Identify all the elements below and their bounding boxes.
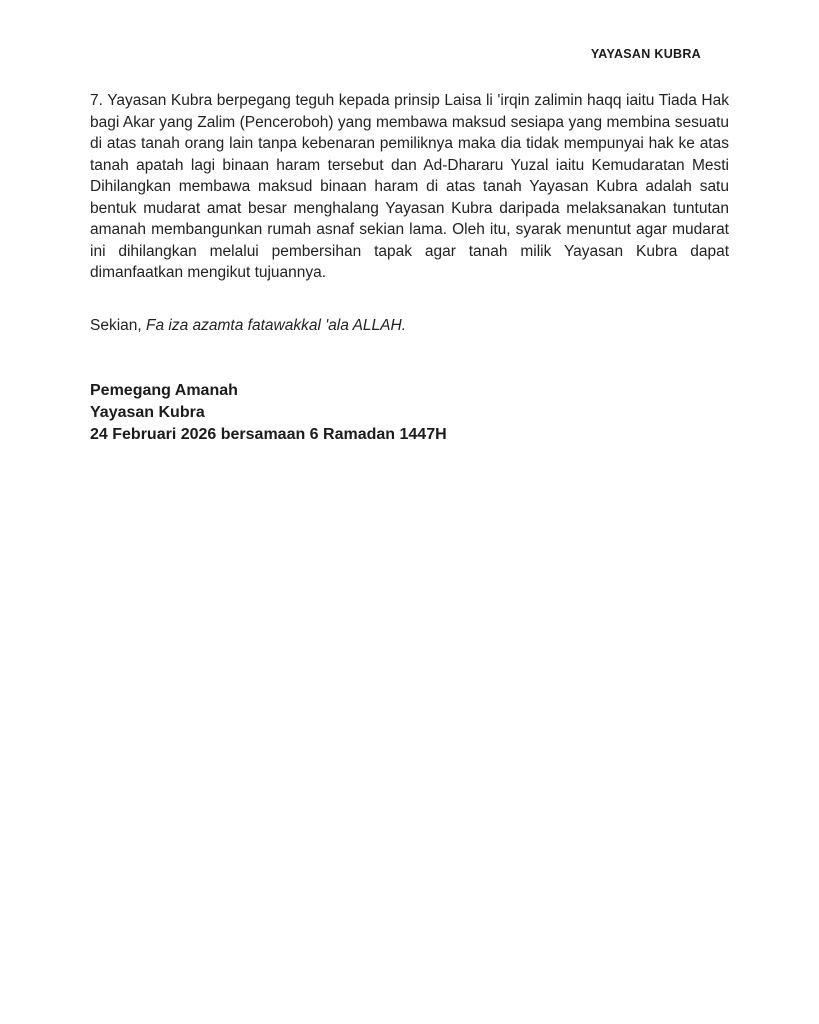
paragraph-item-7: 7. Yayasan Kubra berpegang teguh kepada prinsip Laisa li 'irqin zalimin haqq iaitu Tiada Hak bagi Akar yang Zalim (Penceroboh) yang membawa maksud sesiapa yang membina sesuatu di atas tanah orang lain tanpa kebenaran pemiliknya maka dia tidak mempunyai hak ke atas tanah apatah lagi binaan haram tersebut dan Ad-Dhararu Yuzal iaitu Kemudaratan Mesti Dihilangkan membawa maksud binaan haram di atas tanah Yayasan Kubra adalah satu bentuk mudarat amat besar menghalang Yayasan Kubra daripada melaksanakan tuntutan amanah membangunkan rumah asnaf sekian lama. Oleh itu, syarak menuntut agar mudarat ini dihilangkan melalui pembersihan tapak agar tanah milik Yayasan Kubra dapat dimanfaatkan mengikut tujuannya. — [90, 92, 729, 281]
signature-role: Pemegang Amanah — [90, 382, 238, 399]
header-title: YAYASAN KUBRA — [590, 47, 701, 61]
closing-italic-phrase: Fa iza azamta fatawakkal 'ala ALLAH. — [146, 317, 406, 334]
closing-prefix: Sekian, — [90, 317, 147, 334]
signature-date: 24 Februari 2026 bersamaan 6 Ramadan 1447H — [90, 426, 447, 443]
closing-line — [90, 315, 729, 337]
document-header — [0, 47, 701, 61]
signature-organization: Yayasan Kubra — [90, 404, 205, 421]
signature-block — [90, 380, 729, 446]
